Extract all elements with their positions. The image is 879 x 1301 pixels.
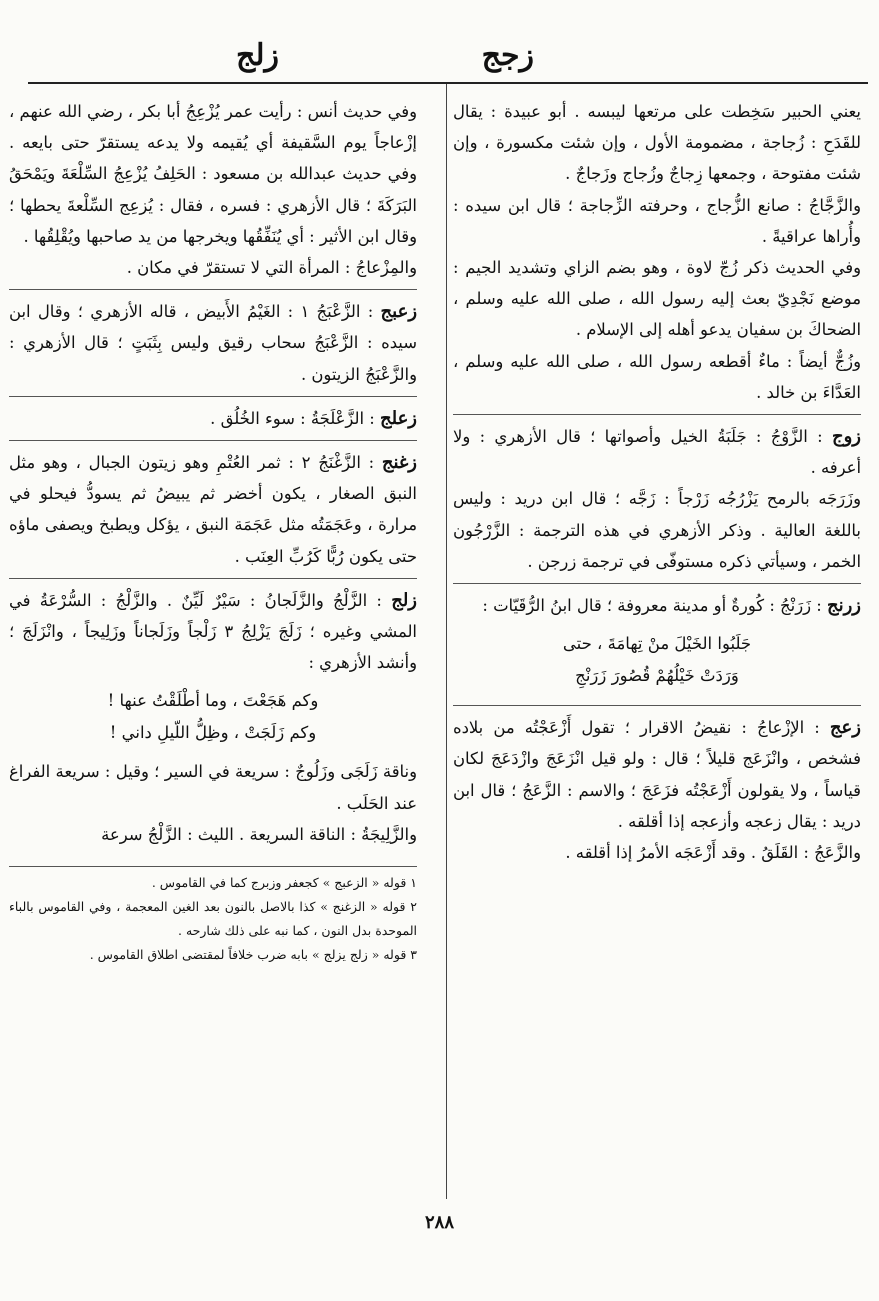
entry-paragraph: وناقة زَلَجَى وزَلُوجٌ : سريعة في السير ؛ وقيل : سريعة الفراغ عند الحَلَب .	[9, 762, 417, 813]
entry-paragraph	[453, 421, 861, 483]
entry-paragraph	[9, 447, 417, 572]
entry-text: : زَرَنْجُ : كُورةٌ أو مدينة معروفة ؛ قال ابنُ الرُّقَيّات :	[482, 596, 822, 616]
dictionary-entry	[9, 396, 417, 440]
header-rule	[28, 82, 868, 84]
entry-headword: زوج	[831, 426, 861, 448]
entry-text: : الزَّعْبَجُ ١ : الغَيْمُ الأَبيض ، قاله الأزهري ؛ وقال ابن سيده : الزَّعْبَجُ سحاب رقيق وليس بِثَبَتٍ ؛ قال الأزهري : والزَّعْبَجُ الزيتون .	[9, 302, 417, 384]
right-column	[453, 94, 861, 874]
entry-paragraph	[9, 585, 417, 679]
entry-paragraph: والزَّلِيجَةُ : الناقة السريعة . الليث : الزَّلْجُ سرعة	[101, 824, 417, 844]
entry-text: والمِزْعاجُ : المرأة التي لا تستقرّ في مكان .	[126, 258, 417, 278]
entry-text: يعني الحبير سَخِطت على مرتعها ليبسه . أبو عبيدة : يقال للقَدَحِ : زُجاجة ، مضمومة الأول ، وإن شئت مكسورة ، وإن شئت مفتوحة ، وجمعها زِجاجٌ وزُجاج وزَجاجٌ .	[453, 102, 861, 184]
entry-paragraph	[453, 190, 861, 252]
dictionary-entry	[453, 705, 861, 874]
verse-line: وَرَدَتْ خَيْلُهُمْ قُصُورَ زَرَنْجِ	[575, 666, 739, 686]
entry-text: والزَّعَجُ : القَلَقُ . وقد أَزْعَجَه الأمرُ إذا أقلقه .	[565, 843, 861, 863]
entry-paragraph	[453, 96, 861, 190]
dictionary-entry	[9, 578, 417, 856]
dictionary-entry	[453, 583, 861, 705]
entry-text: وزَرَجَه بالرمح يَزْرُجُه زَرْجاً : زَجَّه ؛ قال ابن دريد : وليس باللغة العالية . وذكر الأزهري في هذه الترجمة : الزَّرْجُون الخمر ، وسيأتي ذكره مستوفّى في ترجمة زرجن .	[453, 489, 861, 571]
dictionary-entry	[453, 94, 861, 414]
entry-text: : الزَّغْنَجُ ٢ : ثمر العُتْمِ وهو زيتون الجبال ، وهو مثل النبق الصغار ، يكون أخضر ثم يبيضُ ثم يسودُّ فيحلو في مرارة ، وعَجَمَتُه مثل عَجَمَة النبق ، يؤكل ويطبخ ويصفى ماؤه حتى يكون رُبًّا كَرُبِّ العِنَب .	[9, 453, 417, 566]
header-root-right: زجج	[481, 38, 534, 73]
entry-paragraph	[9, 403, 417, 434]
entry-headword: زلج	[391, 589, 417, 611]
footnotes	[9, 867, 417, 967]
entry-paragraph	[9, 296, 417, 390]
page-number: ٢٨٨	[424, 1212, 454, 1233]
entry-paragraph	[453, 712, 861, 837]
entry-text: وزُجٌّ أيضاً : ماءٌ أقطعه رسول الله ، صلى الله عليه وسلم ، العَدَّاءَ بن خالد .	[453, 351, 861, 402]
entry-text: : الإزْعاجُ : نقيضُ الاقرار ؛ تقول أَزْعَجْتُه من بلاده فشخص ، وانْزَعَج قليلاً ؛ قال : ولو قيل انْزَعَجَ وازْدَعَجَ لكان قياساً ، ولا يقولون أَزْعَجْتُه فزَعَجَ ؛ والاسم : الزَّعَجُ ؛ قال ابن دريد : يقال زعجه وأزعجه إذا أقلقه .	[453, 718, 861, 831]
poetry-verse	[453, 621, 861, 699]
entry-headword: زغنج	[381, 452, 417, 474]
entry-text: والزَّجَّاجُ : صانع الزُّجاج ، وحرفته الزِّجاجة ؛ قال ابن سيده : وأُراها عراقيةً .	[453, 195, 861, 246]
entry-paragraph	[453, 837, 861, 868]
verse-line: جَلَبُوا الخَيْلَ منْ تِهامَةَ ، حتى	[562, 634, 752, 654]
verse-line: وكم زَلَجَتْ ، وظِلُّ اللّيلِ داني !	[109, 723, 317, 743]
verse-line: وكم هَجَعْتَ ، وما أطْلَقْتُ عنها !	[107, 691, 319, 711]
footnote: ٢ قوله « الزغنج » كذا بالاصل بالنون بعد الغين المعجمة ، وفي القاموس بالباء الموحدة بدل النون ، كما نبه على ذلك شارحه .	[9, 899, 417, 939]
entry-paragraph	[453, 252, 861, 346]
footnote: ١ قوله « الزعبج » كجعفر وزبرج كما في القاموس .	[151, 875, 417, 891]
entry-paragraph	[9, 252, 417, 283]
entry-text: : الزَّلْجُ والزَّلَجانُ : سَيْرٌ لَيِّنٌ . والزَّلْجُ : السُّرْعَةُ في المشي وغيره ؛ زَلَجَ يَزْلِجُ ٣ زَلْجاً وزَلَجاناً وزَلِيجاً ، وانْزَلَجَ ؛ وأنشد الأزهري :	[9, 590, 417, 673]
dictionary-entry	[9, 94, 417, 289]
entry-headword: زعبج	[380, 301, 418, 323]
entry-headword: زعلج	[379, 407, 417, 429]
entry-headword: زرنج	[826, 595, 861, 617]
entry-text: وفي حديث أنس : رأيت عمر يُزْعِجُ أبا بكر ، رضي الله عنهم ، إزْعاجاً يوم السَّقيفة أي يُقيمه ولا يدعه يستقرّ حتى بايعه . وفي حديث عبدالله بن مسعود : الحَلِفُ يُزْعِجُ السِّلْعَةَ ويَمْحَقُ البَرَكَةَ ؛ قال الأزهري : فسره ، فقال : يُزعِج السِّلْعةَ يحطها ؛ وقال ابن الأثير : أي يُنَفِّقُها ويخرجها من يد صاحبها ويُقْلِقُها .	[9, 102, 417, 246]
entry-text: : الزَّوْجُ : جَلَبَةُ الخيل وأصواتها ؛ قال الأزهري : ولا أعرفه .	[453, 427, 861, 478]
footnote: ٣ قوله « زلج يزلج » بابه ضرب خلافاً لمقتضى اطلاق القاموس .	[89, 947, 417, 963]
entry-paragraph	[453, 346, 861, 408]
entry-paragraph	[453, 590, 861, 621]
column-divider	[446, 84, 447, 1199]
entry-text: : الزَّعْلَجَةُ : سوء الخُلُق .	[210, 408, 375, 428]
dictionary-entry	[9, 440, 417, 578]
header-root-left: زلج	[236, 38, 279, 73]
entry-headword: زعج	[829, 717, 861, 739]
left-column	[9, 94, 417, 967]
poetry-verse	[9, 678, 417, 756]
entry-paragraph	[453, 483, 861, 577]
dictionary-entry	[9, 289, 417, 396]
entry-paragraph	[9, 96, 417, 252]
entry-text: وفي الحديث ذكر زُجّ لاوة ، وهو بضم الزاي وتشديد الجيم : موضع نَجْدِيّ بعث إليه رسول الله ، صلى الله عليه وسلم ، الضحاكَ بن سفيان يدعو أهله إلى الإسلام .	[453, 258, 861, 340]
dictionary-entry	[453, 414, 861, 583]
